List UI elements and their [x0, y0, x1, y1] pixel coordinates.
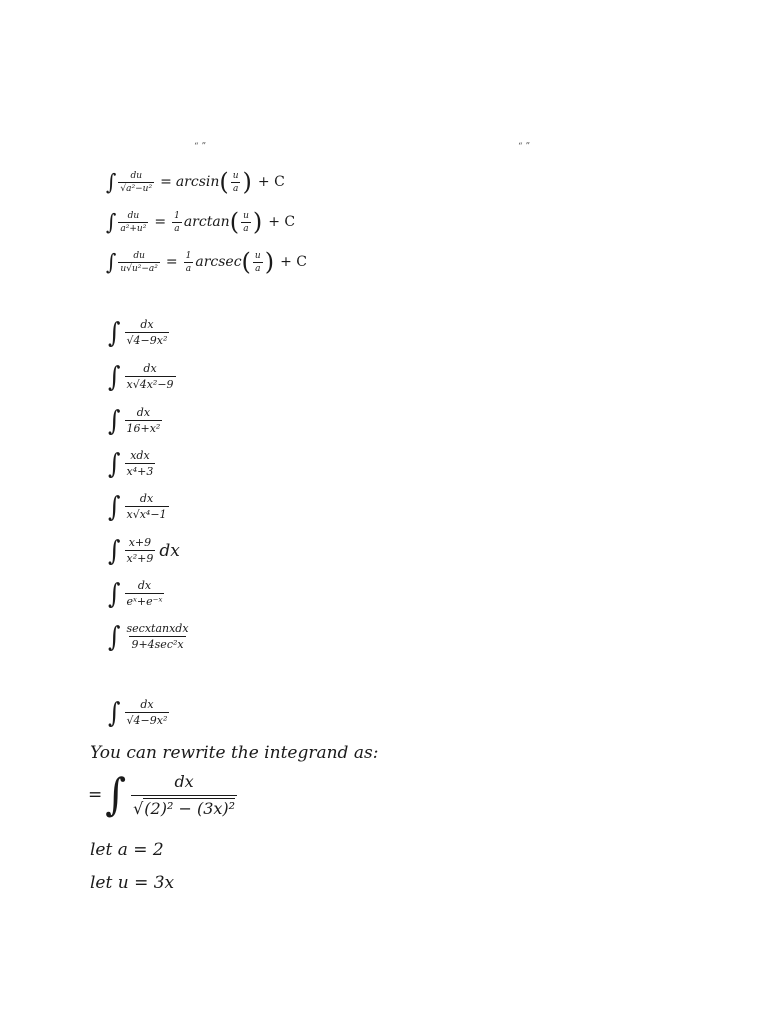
arg-denominator: a [255, 263, 261, 274]
problem-fraction [125, 698, 170, 727]
denominator: x√x⁴−1 [126, 508, 167, 521]
numerator: dx [136, 406, 151, 419]
denominator: x√4x²−9 [126, 378, 174, 391]
denominator: √4−9x² [126, 714, 168, 727]
problem-fraction [125, 362, 176, 391]
denominator: √4−9x² [126, 334, 168, 347]
formula-arcsec [106, 250, 311, 274]
left-paren: ( [229, 208, 240, 236]
numerator: du [127, 210, 140, 221]
problem-8 [108, 622, 193, 651]
formula-arcsin [106, 170, 289, 194]
coef-numerator: 1 [174, 210, 180, 221]
formula-arctan [106, 210, 299, 234]
rewritten-fraction [131, 772, 237, 818]
problem-fraction [125, 406, 163, 435]
formula-fraction [118, 171, 154, 194]
coefficient-fraction [172, 211, 182, 234]
integral-sign: ∫ [106, 248, 117, 276]
radicand: (2)² − (3x)² [144, 799, 236, 818]
equals-sign: = [160, 174, 172, 190]
numerator: secxtanxdx [126, 622, 189, 635]
denominator: √a²−u² [120, 183, 153, 194]
formula-fraction [118, 211, 148, 234]
numerator: dx [143, 362, 157, 375]
problem-fraction [125, 318, 170, 347]
coef-denominator: a [185, 263, 192, 274]
coef-numerator: 1 [185, 250, 192, 261]
rewrite-text: You can rewrite the integrand as: [90, 743, 379, 763]
numerator: dx [174, 772, 194, 791]
left-quote-marks: “ ” [194, 142, 207, 152]
numerator: du [133, 250, 145, 261]
right-paren: ) [252, 208, 263, 236]
argument-fraction [241, 211, 251, 234]
denominator: eˣ+e⁻ˣ [126, 595, 163, 608]
function-name: arcsec [195, 254, 242, 270]
constant-term: + C [257, 174, 285, 190]
problem-fraction [125, 449, 156, 478]
arg-numerator: u [232, 170, 239, 181]
numerator: dx [140, 698, 154, 711]
integral-sign: ∫ [108, 360, 121, 393]
integral-sign: ∫ [108, 316, 121, 349]
integral-sign: ∫ [108, 404, 121, 437]
function-name: arcsin [175, 174, 220, 190]
numerator: dx [137, 579, 152, 592]
problem-fraction [125, 492, 169, 521]
numerator: xdx [130, 449, 150, 462]
radical-sign: √ [133, 799, 144, 818]
integral-sign: ∫ [108, 620, 121, 653]
argument-fraction [253, 251, 263, 274]
problem-7 [108, 579, 166, 608]
equals-sign: = [154, 214, 167, 230]
function-name: arctan [183, 214, 230, 230]
formula-fraction [118, 251, 159, 274]
right-quote-marks: “ ” [518, 142, 531, 152]
integral-sign: ∫ [108, 490, 121, 523]
numerator: dx [140, 318, 154, 331]
integral-sign: ∫ [108, 696, 121, 729]
problem-fraction [125, 579, 165, 608]
integral-sign: ∫ [106, 168, 117, 196]
let-u: let u = 3x [90, 873, 175, 893]
numerator: dx [139, 492, 154, 505]
argument-fraction [231, 171, 241, 194]
constant-term: + C [280, 254, 307, 270]
right-paren: ) [264, 248, 275, 276]
denominator: 9+4sec²x [131, 638, 184, 651]
numerator: x+9 [128, 536, 152, 549]
integral-sign: ∫ [106, 208, 117, 236]
let-a: let a = 2 [90, 840, 164, 860]
denominator [131, 795, 237, 818]
problem-5 [108, 492, 171, 521]
integral-sign: ∫ [105, 769, 127, 821]
arg-denominator: a [243, 223, 249, 234]
equals-sign: = [165, 254, 178, 270]
arg-denominator: a [232, 183, 239, 194]
constant-term: + C [268, 214, 296, 230]
problem-3 [108, 406, 164, 435]
integral-sign: ∫ [108, 577, 121, 610]
solution-problem [108, 698, 171, 727]
rewritten-integral [88, 769, 239, 821]
left-paren: ( [219, 168, 229, 196]
problem-suffix: dx [159, 540, 180, 561]
arg-numerator: u [243, 210, 249, 221]
denominator: u√u²−a² [120, 263, 158, 274]
problem-fraction [125, 536, 156, 565]
problem-4 [108, 449, 157, 478]
integral-sign: ∫ [108, 534, 121, 567]
integral-sign: ∫ [108, 447, 121, 480]
problem-fraction [125, 622, 191, 651]
coef-denominator: a [174, 223, 180, 234]
right-paren: ) [242, 168, 252, 196]
numerator: du [130, 170, 143, 181]
arg-numerator: u [254, 250, 261, 261]
denominator: a²+u² [120, 223, 147, 234]
problem-1 [108, 318, 171, 347]
coefficient-fraction [184, 251, 194, 274]
problem-2 [108, 362, 178, 391]
problem-6 [108, 536, 180, 565]
denominator: 16+x² [126, 422, 161, 435]
equals-sign: = [88, 785, 103, 805]
denominator: x²+9 [126, 552, 154, 565]
denominator: x⁴+3 [126, 465, 154, 478]
left-paren: ( [241, 248, 251, 276]
